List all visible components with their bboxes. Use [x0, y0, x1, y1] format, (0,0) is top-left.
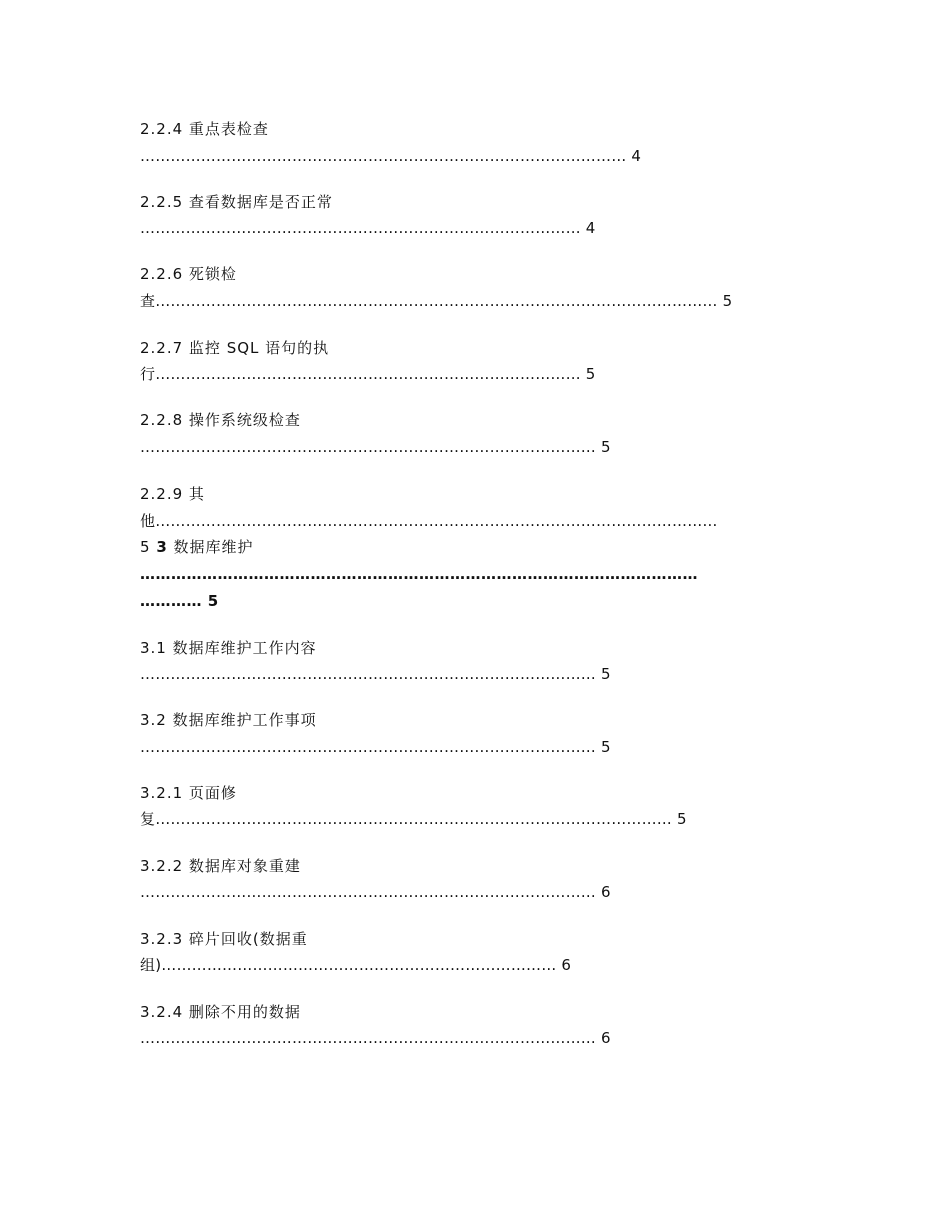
toc-title: 3.2 数据库维护工作事项 [140, 711, 317, 729]
toc-title: 3.2.2 数据库对象重建 [140, 857, 301, 875]
toc-title: 2.2.6 死锁检 [140, 265, 237, 283]
toc-chapter-line [140, 537, 254, 557]
toc-page-number: 5 [140, 538, 157, 556]
toc-title: 3.2.1 页面修 [140, 784, 237, 802]
toc-leader-page: …………………………………………………………………………………… 4 [140, 147, 642, 165]
toc-title: 2.2.5 查看数据库是否正常 [140, 193, 333, 211]
toc-leader-page: 组)…………………………………………………………………… 6 [140, 956, 572, 974]
toc-leader-page: ……………………………………………………………………………… 5 [140, 665, 611, 683]
toc-leader-page: ……………………………………………………………………………… 5 [140, 438, 611, 456]
toc-leader: ……………………………………………………………………………………………… [140, 565, 698, 583]
toc-title: 数据库维护 [167, 538, 254, 556]
toc-leader-page: 查………………………………………………………………………………………………… 5 [140, 292, 733, 310]
toc-leader-page: 行………………………………………………………………………… 5 [140, 365, 596, 383]
toc-leader: 他………………………………………………………………………………………………… [140, 512, 718, 530]
toc-leader-page: ……………………………………………………………………………… 6 [140, 883, 611, 901]
toc-leader-page: ……………………………………………………………………………… 6 [140, 1029, 611, 1047]
toc-title: 3.2.4 删除不用的数据 [140, 1003, 301, 1021]
toc-leader-page: …………………………………………………………………………… 4 [140, 219, 596, 237]
toc-leader-page: 复………………………………………………………………………………………… 5 [140, 810, 687, 828]
toc-title: 3.2.3 碎片回收(数据重 [140, 930, 308, 948]
toc-title: 2.2.8 操作系统级检查 [140, 411, 301, 429]
toc-leader-page: ………… 5 [140, 592, 219, 610]
toc-title: 2.2.4 重点表检查 [140, 120, 269, 138]
toc-title: 3.1 数据库维护工作内容 [140, 639, 317, 657]
toc-title: 2.2.9 其 [140, 485, 205, 503]
toc-leader-page: ……………………………………………………………………………… 5 [140, 738, 611, 756]
toc-chapter-number: 3 [156, 538, 168, 556]
toc-title: 2.2.7 监控 SQL 语句的执 [140, 339, 330, 357]
